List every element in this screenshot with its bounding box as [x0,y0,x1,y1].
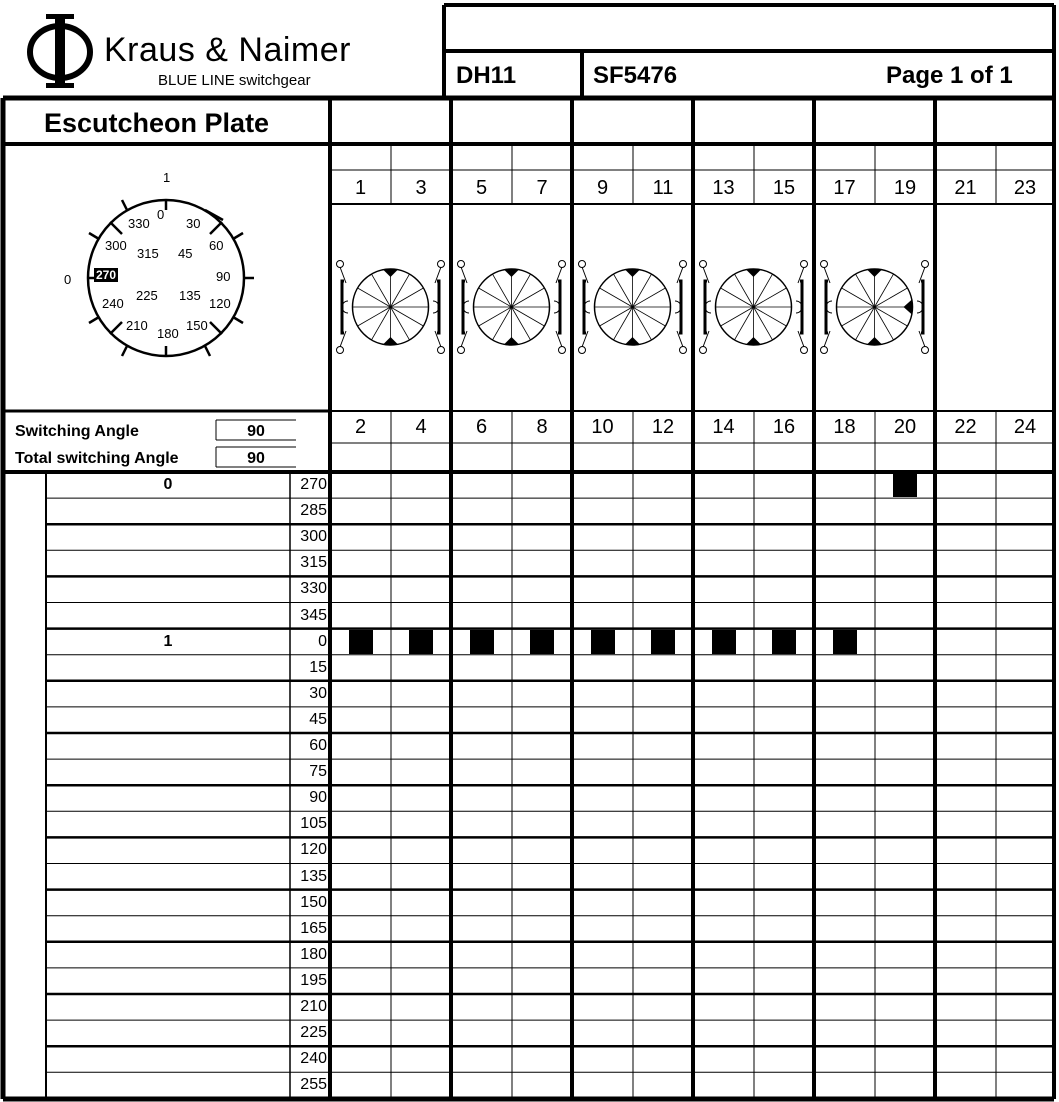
page-indicator: Page 1 of 1 [886,62,1013,89]
brand-name: Kraus & Naimer [104,31,351,69]
angle-label: 90 [309,789,327,807]
terminal-number-bottom: 4 [415,415,427,438]
angle-label: 0 [318,632,327,650]
terminal-number-top: 23 [1013,176,1037,199]
terminal-number-bottom: 10 [591,415,614,438]
angle-label: 60 [309,737,327,755]
dial-angle-label: 210 [126,318,148,333]
terminal-number-top: 17 [833,176,856,199]
angle-label: 15 [309,658,327,676]
angle-label: 45 [309,710,327,728]
angle-label: 300 [300,528,327,546]
dial-angle-label: 330 [128,216,150,231]
angle-label: 315 [300,554,327,572]
terminal-number-bottom: 24 [1013,415,1037,438]
angle-label: 120 [300,841,327,859]
dial-angle-label: 225 [136,288,158,303]
terminal-number-top: 15 [772,176,796,199]
angle-label: 345 [300,606,327,624]
closed-contact-marker [712,630,736,654]
terminal-number-bottom: 12 [651,415,675,438]
dial-angle-label: 180 [157,326,179,341]
terminal-number-top: 1 [354,176,367,199]
closed-contact-marker [591,630,615,654]
dial-angle-label: 240 [102,296,124,311]
dial-angle-label: 60 [209,238,224,253]
angle-label: 180 [300,945,327,963]
brand-tagline: BLUE LINE switchgear [158,72,311,89]
terminal-number-bottom: 6 [475,415,488,438]
angle-label: 255 [300,1076,327,1094]
dial-angle-label: 120 [209,296,231,311]
dial-angle-label: 0 [157,207,165,222]
dial-angle-label: 45 [178,246,193,261]
escutcheon-title: Escutcheon Plate [44,108,270,138]
switching-angle-value: 90 [247,423,265,440]
closed-contact-marker [772,630,796,654]
angle-label: 195 [300,971,327,989]
angle-label: 105 [300,815,327,833]
closed-contact-marker [470,630,494,654]
model-number: DH11 [456,62,517,89]
terminal-number-bottom: 16 [772,415,796,438]
dial-angle-label: 90 [216,269,231,284]
closed-contact-marker [651,630,675,654]
terminal-number-bottom: 14 [712,415,735,438]
angle-label: 30 [309,684,327,702]
drawing-number: SF5476 [593,62,678,89]
angle-label: 225 [300,1024,327,1042]
dial-angle-label: 135 [179,288,201,303]
angle-label: 330 [300,580,327,598]
closed-contact-marker [893,473,917,497]
angle-label: 75 [309,763,327,781]
closed-contact-marker [349,630,373,654]
terminal-number-bottom: 20 [893,415,917,438]
position-label: 0 [163,476,173,494]
total-switching-angle-label: Total switching Angle [15,450,179,467]
angle-label: 150 [300,893,327,911]
terminal-number-top: 3 [415,176,427,199]
terminal-number-top: 9 [596,176,609,199]
closed-contact-marker [833,630,857,654]
dial-angle-label: 300 [105,238,127,253]
terminal-number-top: 21 [954,176,977,199]
dial-angle-label: 270 [96,268,117,282]
dial-top-label: 1 [163,170,171,185]
terminal-number-bottom: 8 [536,415,548,438]
terminal-number-bottom: 2 [354,415,367,438]
total-switching-angle-value: 90 [247,450,265,467]
angle-label: 165 [300,919,327,937]
terminal-number-top: 13 [712,176,735,199]
angle-label: 135 [300,867,327,885]
dial-angle-label: 150 [186,318,208,333]
terminal-number-top: 19 [893,176,917,199]
position-label: 1 [163,632,173,650]
terminal-number-top: 7 [536,176,548,199]
angle-label: 210 [300,998,327,1016]
dial-angle-label: 315 [137,246,159,261]
terminal-number-bottom: 22 [954,415,977,438]
angle-label: 270 [300,476,327,494]
terminal-number-top: 11 [652,176,674,199]
terminal-number-bottom: 18 [833,415,856,438]
terminal-number-top: 5 [475,176,488,199]
closed-contact-marker [530,630,554,654]
dial-angle-label: 30 [186,216,201,231]
angle-label: 285 [300,502,327,520]
angle-label: 240 [300,1050,327,1068]
switching-angle-label: Switching Angle [15,423,139,440]
closed-contact-marker [409,630,433,654]
dial-left-label: 0 [64,272,72,287]
